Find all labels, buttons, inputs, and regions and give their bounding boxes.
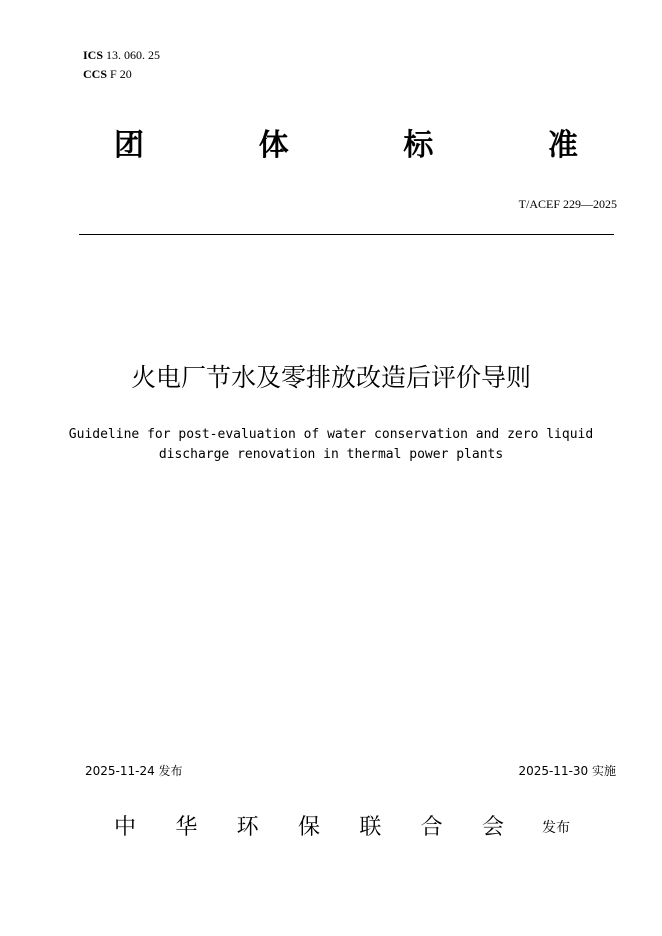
effective-date: 2025-11-30 实施 <box>518 764 616 778</box>
ccs-code <box>83 67 132 81</box>
publisher-char: 环 <box>236 815 259 840</box>
ics-code <box>83 48 160 62</box>
category-char: 团 <box>114 128 144 163</box>
publisher-char: 保 <box>297 815 320 840</box>
english-title-line: Guideline for post-evaluation of water conservation and zero liquid <box>68 427 594 442</box>
document-title-chinese: 火电厂节水及零排放改造后评价导则 <box>130 363 531 392</box>
english-title-line: discharge renovation in thermal power plants <box>158 447 504 462</box>
document-title-english <box>60 425 602 465</box>
publisher-char: 会 <box>481 815 504 840</box>
ics-value: 13. 060. 25 <box>106 48 161 62</box>
ics-label: ICS <box>83 48 104 62</box>
publisher-char: 合 <box>420 815 443 840</box>
publisher-name <box>114 813 504 843</box>
publisher-char: 华 <box>175 815 198 840</box>
publisher-char: 联 <box>359 815 382 840</box>
publisher-char: 中 <box>114 815 137 840</box>
ccs-label: CCS <box>83 67 108 81</box>
header-divider <box>79 234 614 235</box>
category-char: 体 <box>258 128 289 163</box>
publisher-suffix: 发布 <box>542 820 570 836</box>
category-char: 标 <box>403 128 434 163</box>
publisher <box>114 813 572 843</box>
category-char: 准 <box>547 128 578 163</box>
release-date: 2025-11-24 发布 <box>85 764 183 778</box>
ccs-value: F 20 <box>110 67 132 81</box>
standard-category-heading <box>114 126 578 166</box>
standard-number: T/ACEF 229—2025 <box>518 197 617 211</box>
